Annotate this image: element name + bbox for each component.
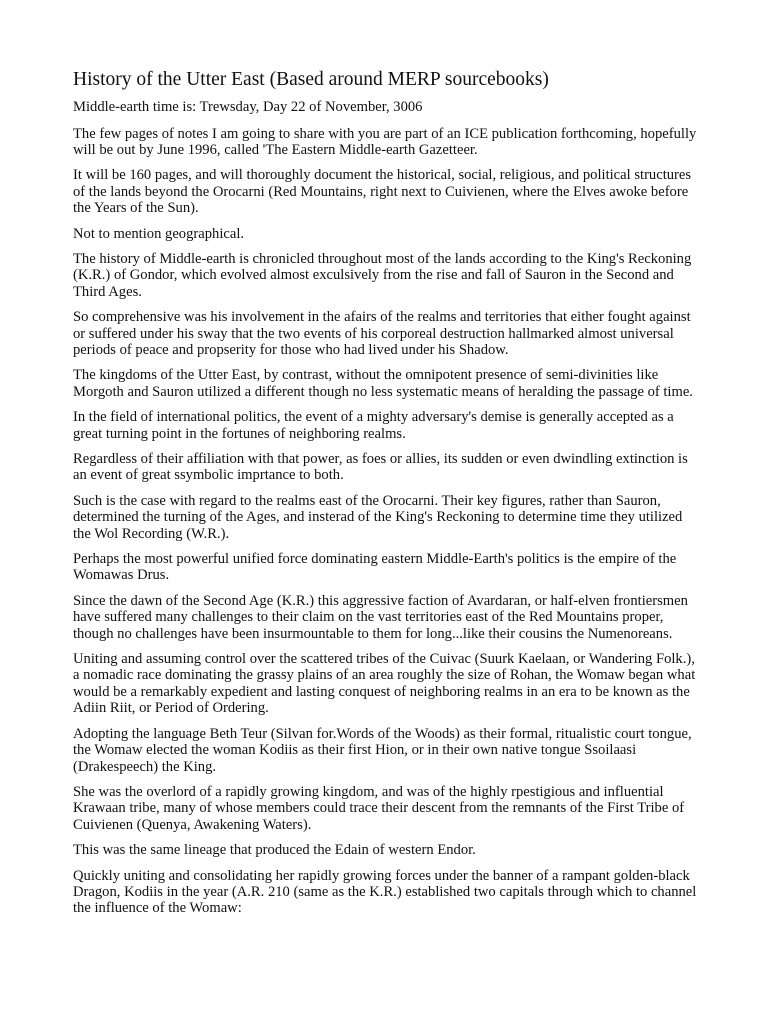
paragraph: Perhaps the most powerful unified force dominating eastern Middle-Earth's politics is the empire of the Womawas Drus. [73,551,677,584]
paragraph: The kingdoms of the Utter East, by contrast, without the omnipotent presence of semi-divinities like Morgoth and Sauron utilized a different though no less systematic means of heralding the passage of time. [73,367,693,400]
paragraph: She was the overlord of a rapidly growing kingdom, and was of the highly rpestigious and influential Krawaan tribe, many of whose members could trace their descent from the remnants of the First Tribe of Cuivienen (Quenya, Awakening Waters). [73,783,685,833]
paragraph: In the field of international politics, the event of a mighty adversary's demise is generally accepted as a great turning point in the fortunes of neighboring realms. [73,409,674,442]
paragraph: The history of Middle-earth is chronicled throughout most of the lands according to the King's Reckoning (K.R.) of Gondor, which evolved almost exculsively from the rise and fall of Sauron in the Second and Third Ages. [73,250,692,300]
paragraph: This was the same lineage that produced the Edain of western Endor. [73,842,476,859]
paragraph: Regardless of their affiliation with that power, as foes or allies, its sudden or even dwindling extinction is an event of great ssymbolic imprtance to both. [73,451,688,484]
paragraph: So comprehensive was his involvement in the afairs of the realms and territories that either fought against or suffered under his sway that the two events of his corporeal destruction hallmarked almost universal periods of peace and propserity for those who had lived under his Shadow. [73,309,691,358]
document-title: History of the Utter East (Based around MERP sourcebooks) [73,69,549,90]
document-page [73,66,698,926]
paragraph: Since the dawn of the Second Age (K.R.) this aggressive faction of Avardaran, or half-elven frontiersmen have suffered many challenges to their claim on the vast territories east of the Red Mountains proper, though no challenges have been insurmountable to them for long...like their cousins the Numenoreans. [73,592,688,642]
paragraph: Not to mention geographical. [73,225,245,242]
paragraph: Uniting and assuming control over the scattered tribes of the Cuivac (Suurk Kaelaan, or Wandering Folk.), a nomadic race dominating the grassy plains of an area roughly the size of Rohan, the Womaw began what would be a remarkably expedient and lasting conquest of neighboring realms in an era to be known as the Adiin Riit, or Period of Ordering. [73,651,696,717]
paragraph: Such is the case with regard to the realms east of the Orocarni. Their key figures, rather than Sauron, determined the turning of the Ages, and insterad of the King's Reckoning to determine time they utilized the Wol Recording (W.R.). [73,492,683,542]
middle-earth-time-line: Middle-earth time is: Trewsday, Day 22 of November, 3006 [73,99,423,115]
paragraph: The few pages of notes I am going to share with you are part of an ICE publication forthcoming, hopefully will be out by June 1996, called 'The Eastern Middle-earth Gazetteer. [73,125,697,158]
paragraph: It will be 160 pages, and will thoroughly document the historical, social, religious, and political structures of the lands beyond the Orocarni (Red Mountains, right next to Cuivienen, where the Elves awoke before the Years of the Sun). [73,167,692,217]
paragraph: Adopting the language Beth Teur (Silvan for.Words of the Woods) as their formal, ritualistic court tongue, the Womaw elected the woman Kodiis as their first Hion, or in their own native tongue Ssoilaasi (Drakespeech) the King. [73,725,692,775]
paragraph: Quickly uniting and consolidating her rapidly growing forces under the banner of a rampant golden-black Dragon, Kodiis in the year (A.R. 210 (same as the K.R.) established two capitals through which to channel the influence of the Womaw: [73,867,697,917]
